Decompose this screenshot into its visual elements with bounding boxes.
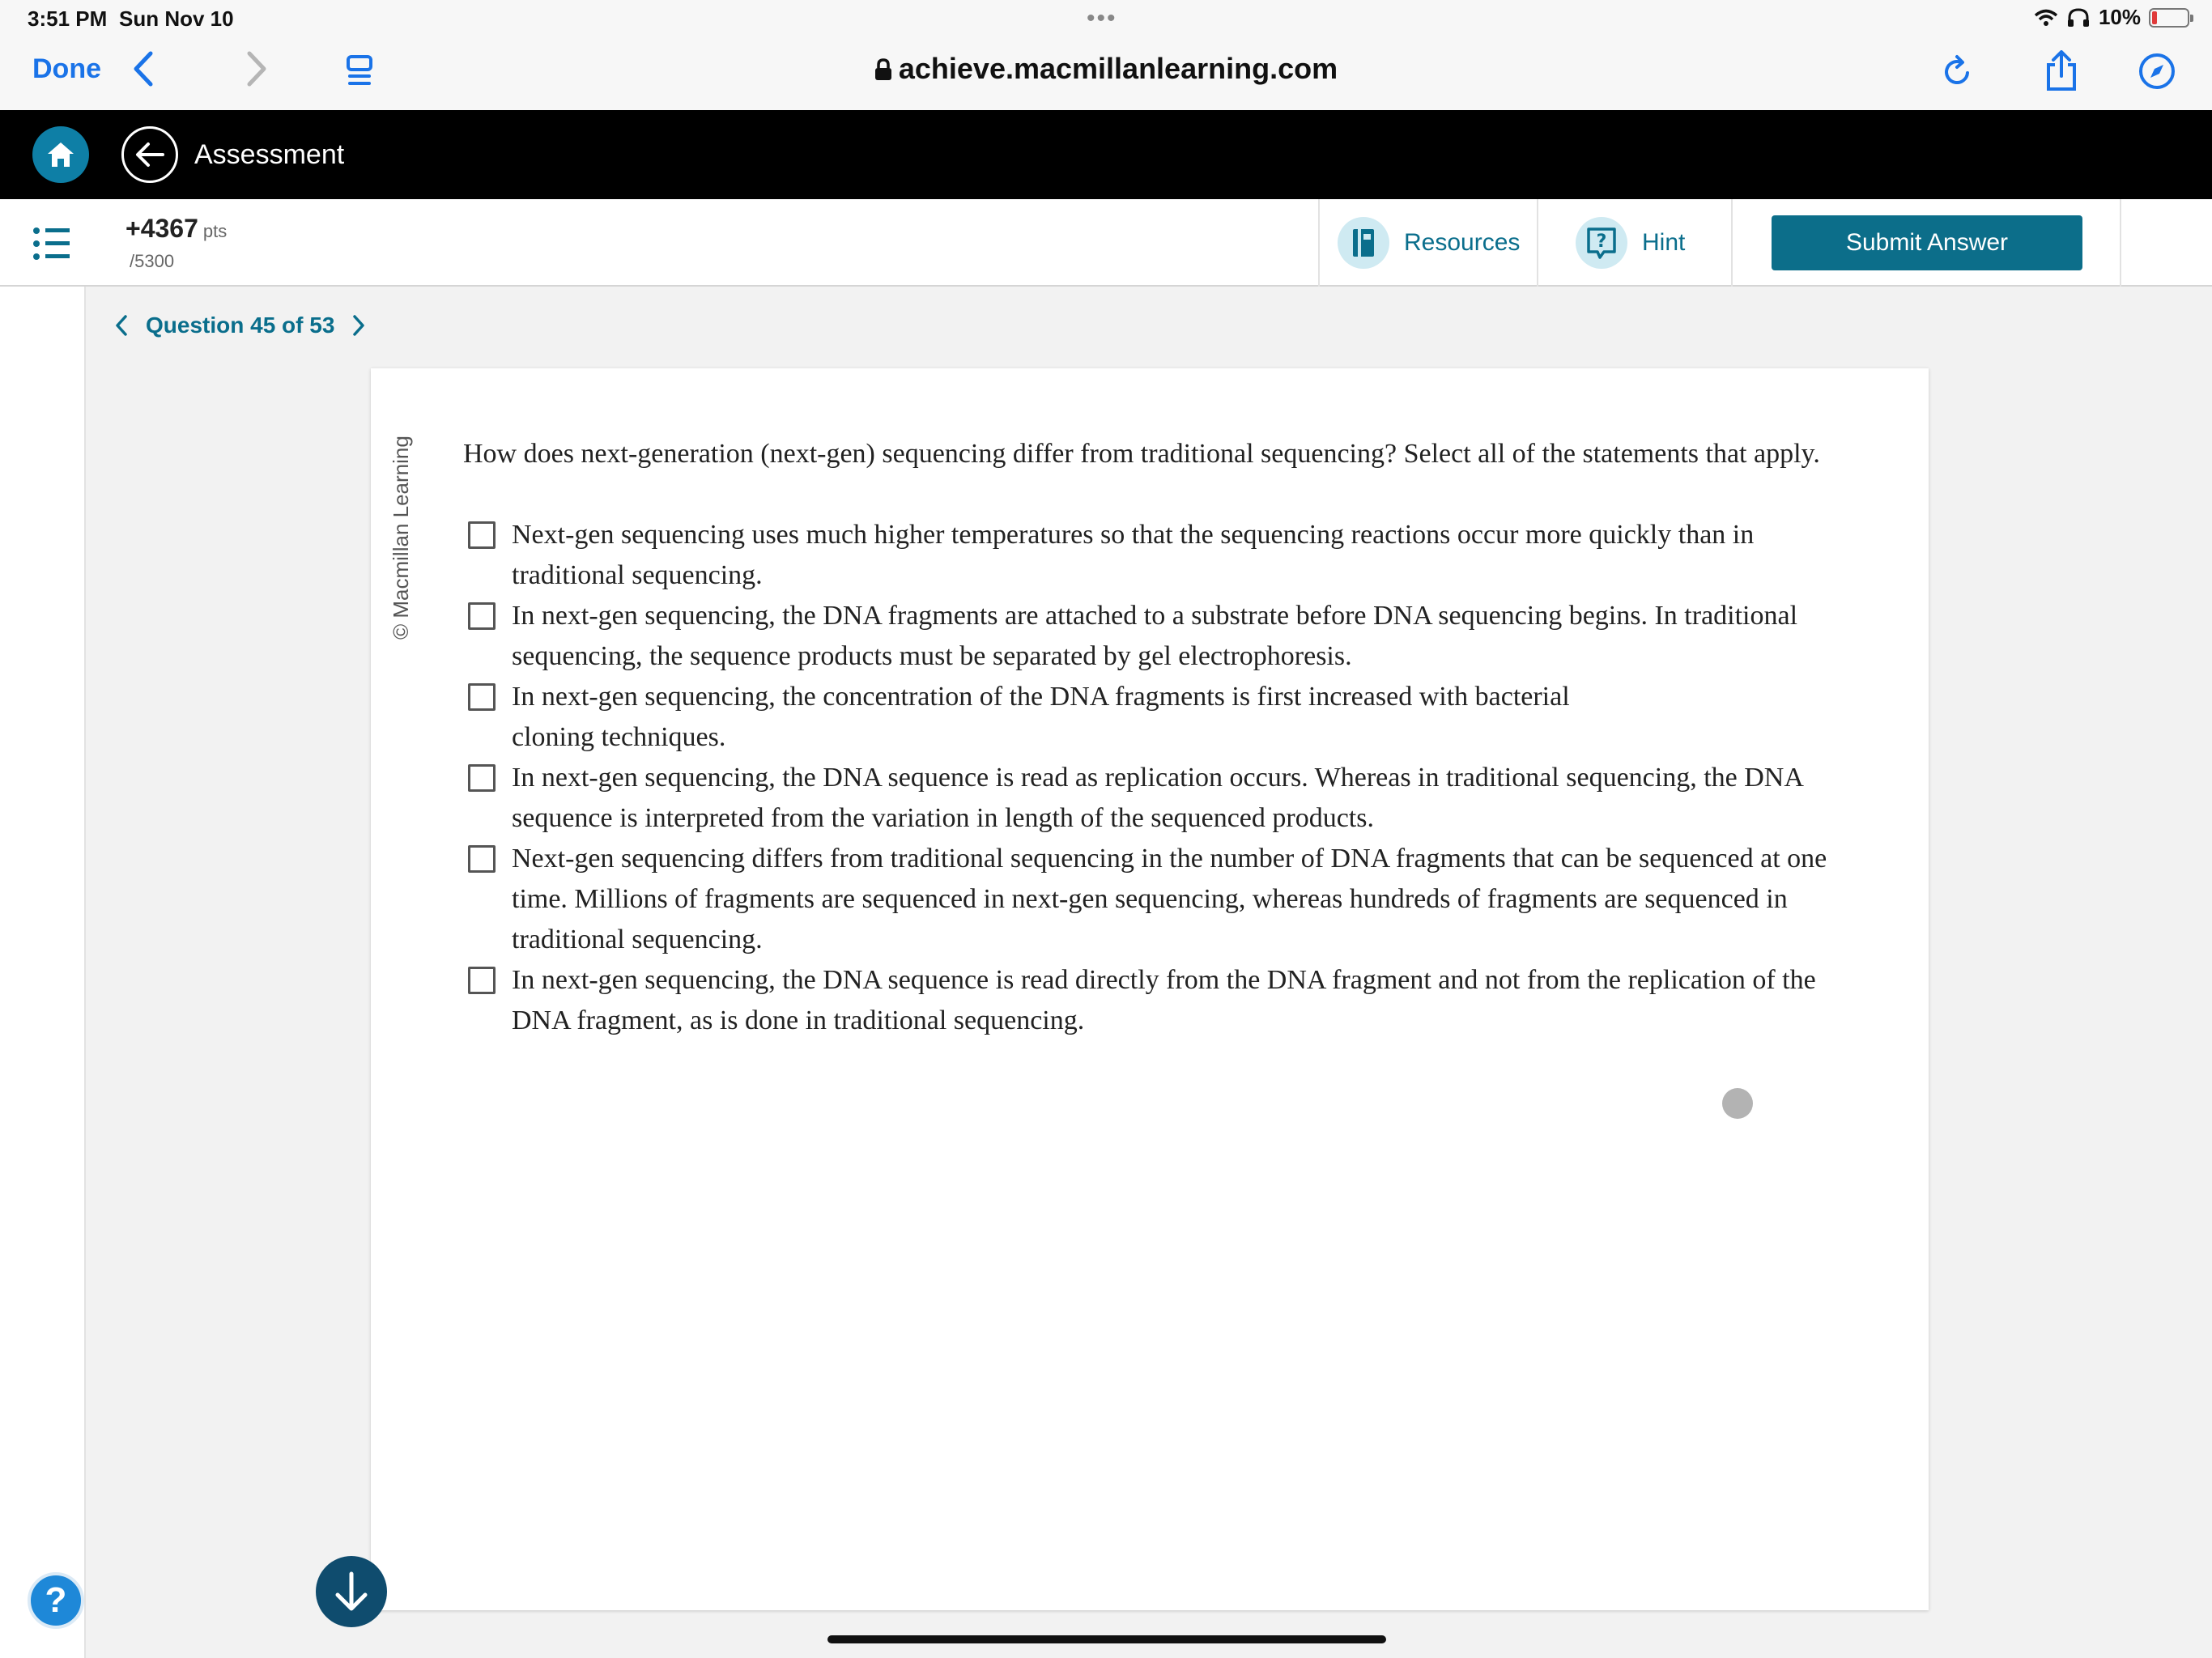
option-checkbox[interactable] (468, 764, 496, 792)
submit-answer-button[interactable]: Submit Answer (1772, 215, 2082, 270)
option-text[interactable]: In next-gen sequencing, the concentration of the DNA fragments is first increased with bacterial cloning techniques. (512, 682, 1570, 752)
browser-toolbar (0, 39, 2212, 110)
book-icon (1338, 217, 1389, 269)
answer-option[interactable] (463, 596, 1864, 677)
battery-icon (2149, 8, 2189, 28)
answer-option[interactable] (463, 515, 1864, 596)
lock-icon (874, 58, 892, 81)
share-icon[interactable] (2037, 47, 2086, 96)
question-counter[interactable]: Question 45 of 53 (146, 312, 335, 338)
answer-options (463, 515, 1864, 1041)
assessment-toolbar (0, 199, 2212, 287)
url-text: achieve.macmillanlearning.com (898, 52, 1338, 85)
question-navigator (113, 312, 367, 338)
option-text[interactable]: In next-gen sequencing, the DNA fragments are attached to a substrate before DNA sequencing begins. In traditional sequencing, the sequence products must be separated by gel electrophoresis. (512, 601, 1798, 671)
hint-button[interactable] (1576, 217, 1685, 269)
question-prompt: How does next-generation (next-gen) sequencing differ from traditional sequencing? Select all of the statements that apply. (463, 439, 1820, 469)
app-header (0, 110, 2212, 199)
previous-question-icon[interactable] (113, 313, 130, 338)
answer-option[interactable] (463, 758, 1864, 839)
reload-icon[interactable] (1933, 47, 1982, 96)
done-button[interactable]: Done (32, 53, 101, 84)
status-bar (0, 0, 2212, 39)
status-date: Sun Nov 10 (119, 6, 234, 31)
option-checkbox[interactable] (468, 602, 496, 630)
next-question-icon[interactable] (351, 313, 367, 338)
page-title: Assessment (194, 139, 345, 170)
back-button[interactable] (121, 126, 178, 183)
hint-label: Hint (1642, 229, 1686, 256)
scroll-down-button[interactable] (316, 1556, 387, 1627)
status-time: 3:51 PM (28, 6, 108, 31)
points-value: +4367 (125, 214, 198, 243)
left-rail (0, 287, 86, 1658)
wifi-icon (2034, 8, 2058, 28)
headphones-icon (2066, 7, 2091, 28)
battery-percent: 10% (2098, 5, 2141, 29)
divider (1318, 199, 1320, 287)
help-button[interactable]: ? (28, 1572, 84, 1629)
svg-text:?: ? (1596, 232, 1607, 252)
multitasking-dots-icon[interactable]: ••• (1087, 5, 1117, 32)
answer-option[interactable] (463, 677, 1864, 758)
divider (2120, 199, 2121, 287)
answer-option[interactable] (463, 960, 1864, 1041)
option-text[interactable]: In next-gen sequencing, the DNA sequence is read directly from the DNA fragment and not from the replication of the DNA fragment, as is done in traditional sequencing. (512, 965, 1816, 1035)
loading-indicator (1722, 1088, 1753, 1119)
address-bar[interactable] (0, 52, 2212, 86)
arrow-left-icon (134, 140, 166, 169)
divider (1537, 199, 1538, 287)
home-indicator[interactable] (827, 1635, 1386, 1643)
option-checkbox[interactable] (468, 521, 496, 549)
option-checkbox[interactable] (468, 845, 496, 873)
copyright-credit: © Macmillan Learning (389, 436, 413, 640)
option-text[interactable]: In next-gen sequencing, the DNA sequence is read as replication occurs. Whereas in traditional sequencing, the DNA sequence is interpreted from the variation in length of the sequenced products. (512, 763, 1803, 833)
points-unit: pts (202, 221, 228, 241)
resources-label: Resources (1404, 229, 1521, 256)
answer-option[interactable] (463, 839, 1864, 960)
option-text[interactable]: Next-gen sequencing differs from traditional sequencing in the number of DNA fragments that can be sequenced at one time. Millions of fragments are sequenced in next-gen sequencing, whereas hundreds of fragments are sequenced in traditional sequencing. (512, 844, 1827, 954)
list-icon (29, 223, 74, 264)
hint-icon (1576, 217, 1627, 269)
compass-icon[interactable] (2133, 47, 2181, 96)
option-checkbox[interactable] (468, 683, 496, 711)
home-button[interactable] (32, 126, 89, 183)
option-checkbox[interactable] (468, 967, 496, 994)
score-points (125, 214, 227, 244)
resources-button[interactable] (1338, 217, 1520, 269)
option-text[interactable]: Next-gen sequencing uses much higher temperatures so that the sequencing reactions occur more quickly than in traditional sequencing. (512, 520, 1755, 590)
divider (1731, 199, 1733, 287)
question-list-button[interactable] (29, 223, 74, 264)
home-icon (46, 141, 75, 168)
score-total: /5300 (130, 251, 175, 271)
arrow-down-icon (331, 1571, 372, 1613)
status-right (2034, 5, 2189, 30)
